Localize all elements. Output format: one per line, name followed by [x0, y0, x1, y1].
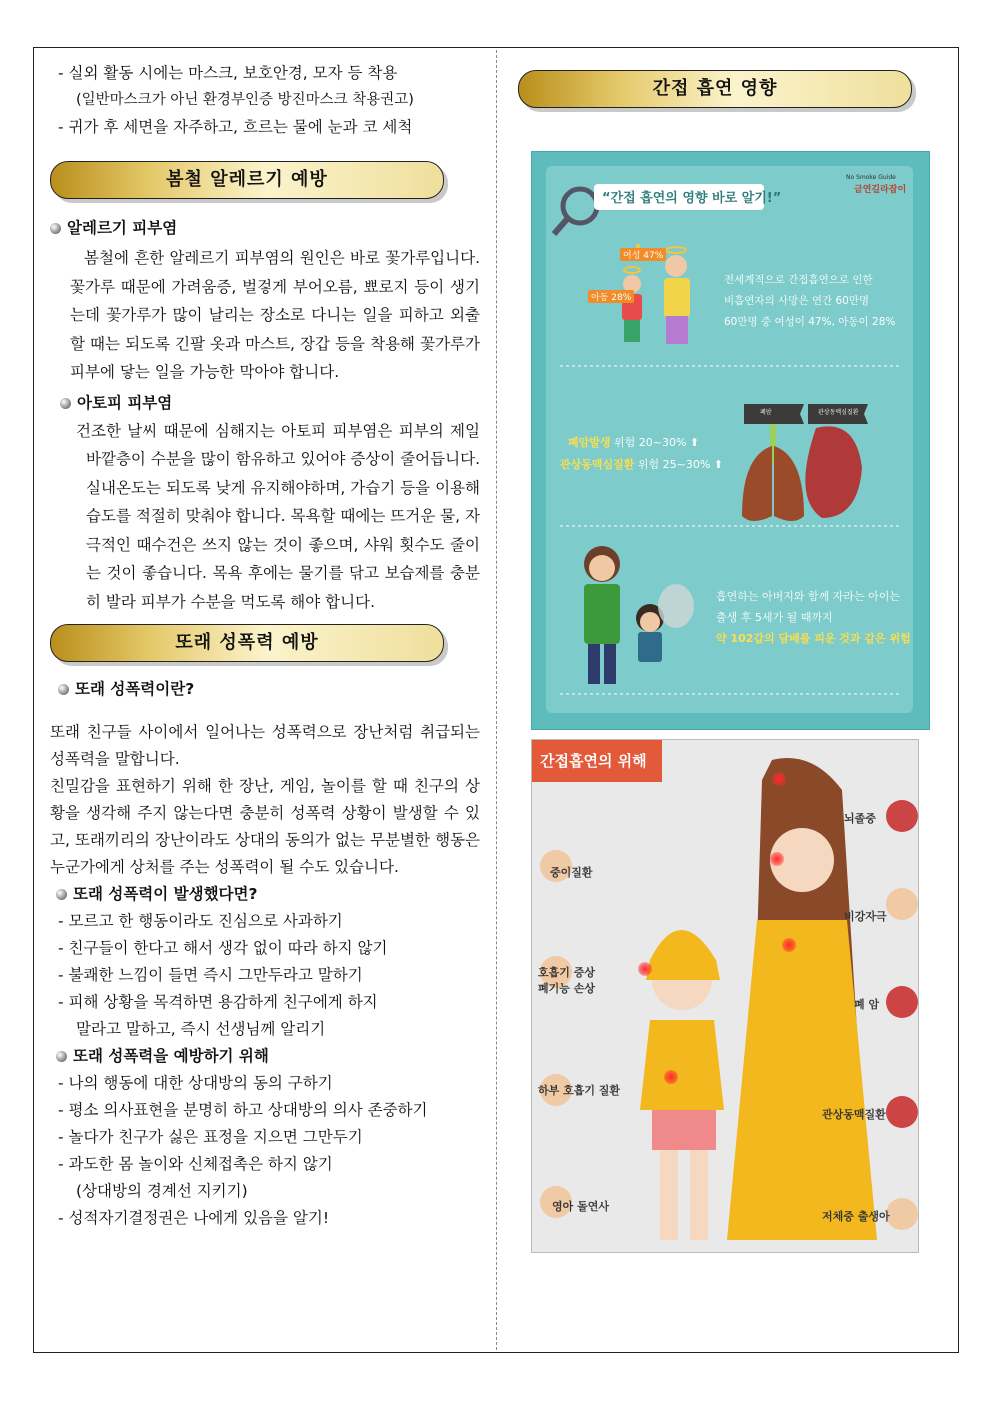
secondhand-smoke-infographic — [531, 151, 930, 730]
intro-line-2: (일반마스크가 아닌 환경부인증 방진마스크 착용권고) — [76, 92, 414, 108]
child-risk-highlight: 약 102갑의 담배를 피운 것과 같은 위험 — [716, 632, 911, 645]
violence-sub1: 또래 성폭력이란? — [50, 676, 480, 703]
logo-tagline: No Smoke Guide — [846, 174, 896, 181]
list3-item: - 놀다가 친구가 싫은 표정을 지으면 그만두기 — [58, 1128, 363, 1146]
left-column — [50, 60, 480, 1232]
bullet-icon — [56, 889, 67, 900]
child-risk-line: 출생 후 5세가 될 때까지 — [716, 611, 833, 624]
infographic-heading: “간접 흡연의 영향 바로 알기!” — [602, 191, 782, 206]
ear-hotspot — [638, 962, 652, 976]
logo-text: 금연길라잡이 — [854, 185, 907, 195]
label-infant: 영아 돌연사 — [552, 1200, 609, 1213]
bullet-icon — [50, 223, 61, 234]
intro-line-3: - 귀가 후 세면을 자주하고, 흐르는 물에 눈과 코 세척 — [58, 118, 413, 136]
secondhand-smoke-harms-infographic — [531, 739, 919, 1253]
child-chest-hotspot — [664, 1070, 678, 1084]
allergy-para1: 봄철에 흔한 알레르기 피부염의 원인은 바로 꽃가루입니다. 꽃가루 때문에 가려움증, 벌겋게 부어오름, 뾰로지 등이 생기는데 꽃가루가 많이 날리는 장소로 다니는 일을 피하고 외출할 때는 되도록 긴팔 옷과 마스트, 장갑 등을 착용해 꽃가루가 피부에 닿는 일을 가능한 막아야 합니다. — [70, 249, 480, 381]
death-stat — [724, 270, 895, 333]
death-stat-line: 비흡연자의 사망은 연간 60만명 — [724, 295, 870, 307]
bullet-icon — [58, 684, 69, 695]
violence-sub3: 또래 성폭력을 예방하기 위해 — [50, 1043, 480, 1070]
smoking-banner: 간접 흡연 영향 — [518, 70, 912, 108]
list2-item: 말라고 말하고, 즉시 선생님께 알리기 — [76, 1020, 326, 1038]
column-divider — [496, 50, 497, 1350]
death-stat-line: 60만명 중 여성이 47%, 아동이 28% — [724, 316, 896, 328]
harms-title: 간접흡연의 위해 — [532, 740, 662, 782]
list3-item: - 평소 의사표현을 분명히 하고 상대방의 의사 존중하기 — [58, 1101, 428, 1119]
list2-item: - 피해 상황을 목격하면 용감하게 친구에게 하지 — [58, 993, 378, 1011]
list3-item: - 성적자기결정권은 나에게 있음을 알기! — [58, 1209, 330, 1227]
allergy-para2: 건조한 날씨 때문에 심해지는 아토피 피부염은 피부의 제일 바깥층이 수분을 많이 함유하고 있어야 증상이 줄어듭니다. 실내온도는 되도록 낮게 유지해야하며, 가습기 등을 이용해 습도를 적절히 맞춰야 합니다. 목욕할 때에는 뜨거운 물, 자극적인 때수건은 쓰지 않는 것이 좋으며, 샤워 횟수도 줄이는 것이 좋습니다. 목욕 후에는 물기를 닦고 보습제를 충분히 발라 피부가 수분을 먹도록 해야 합니다. — [76, 421, 480, 611]
bullet-icon — [56, 1051, 67, 1062]
face-hotspot — [770, 852, 784, 866]
violence-banner: 또래 성폭력 예방 — [50, 624, 444, 662]
list2-item: - 불쾌한 느낌이 들면 즉시 그만두라고 말하기 — [58, 966, 363, 984]
allergy-banner: 봄철 알레르기 예방 — [50, 161, 444, 199]
allergy-sub2: 아토피 피부염 — [50, 390, 480, 417]
list3-item: - 나의 행동에 대한 상대방의 동의 구하기 — [58, 1074, 333, 1092]
child-percent-label: 아동 28% — [588, 290, 634, 303]
violence-para1: 또래 친구들 사이에서 일어나는 성폭력으로 장난처럼 취급되는 성폭력을 말합니다. — [50, 723, 480, 768]
intro-line-1: - 실외 활동 시에는 마스크, 보호안경, 모자 등 착용 — [58, 64, 398, 82]
lung-cancer-risk: 폐암발생 위험 20~30% ⬆ — [568, 436, 700, 449]
violence-sub2: 또래 성폭력이 발생했다면? — [50, 881, 480, 908]
label-brain: 뇌졸중 — [844, 812, 876, 825]
child-risk-line: 흡연하는 아버지와 함께 자라는 아이는 — [716, 590, 901, 603]
heart-tag: 관상동맥심질환 — [818, 409, 859, 416]
list2-item: - 모르고 한 행동이라도 진심으로 사과하기 — [58, 912, 343, 930]
violence-para2: 친밀감을 표현하기 위해 한 장난, 게임, 놀이를 할 때 친구의 상황을 생각해 주지 않는다면 충분히 성폭력 상황이 발생할 수 있고, 또래끼리의 장난이라도 상대의 동의가 없는 무분별한 행동은 누군가에게 상처를 주는 성폭력이 될 수도 있습니다. — [50, 777, 480, 876]
allergy-sub1: 알레르기 피부염 — [50, 215, 480, 242]
bullet-icon — [60, 398, 71, 409]
lung-tag: 폐암 — [760, 409, 772, 416]
label-lower-respiratory: 하부 호흡기 질환 — [538, 1084, 621, 1097]
list3-item: - 과도한 몸 놀이와 신체접촉은 하지 않기 — [58, 1155, 333, 1173]
female-percent-label: 여성 47% — [620, 248, 666, 261]
label-lung: 폐 암 — [854, 998, 880, 1011]
chest-hotspot — [782, 938, 796, 952]
label-baby: 저체중 출생아 — [822, 1210, 890, 1223]
list2-item: - 친구들이 한다고 해서 생각 없이 따라 하지 않기 — [58, 939, 388, 957]
brain-hotspot — [772, 772, 786, 786]
list3-item: (상대방의 경계선 지키기) — [76, 1182, 248, 1200]
label-ear: 중이질환 — [550, 866, 593, 879]
right-column — [518, 70, 928, 108]
death-stat-line: 전세계적으로 간접흡연으로 인한 — [724, 274, 873, 286]
label-breathing: 호흡기 증상 폐기능 손상 — [538, 966, 595, 995]
child-risk-text — [716, 586, 911, 649]
label-heart: 관상동맥질환 — [822, 1108, 886, 1121]
heart-disease-risk: 관상동맥심질환 위험 25~30% ⬆ — [560, 458, 724, 471]
label-nose: 비강자극 — [844, 910, 887, 923]
infographic-panel — [546, 166, 913, 713]
